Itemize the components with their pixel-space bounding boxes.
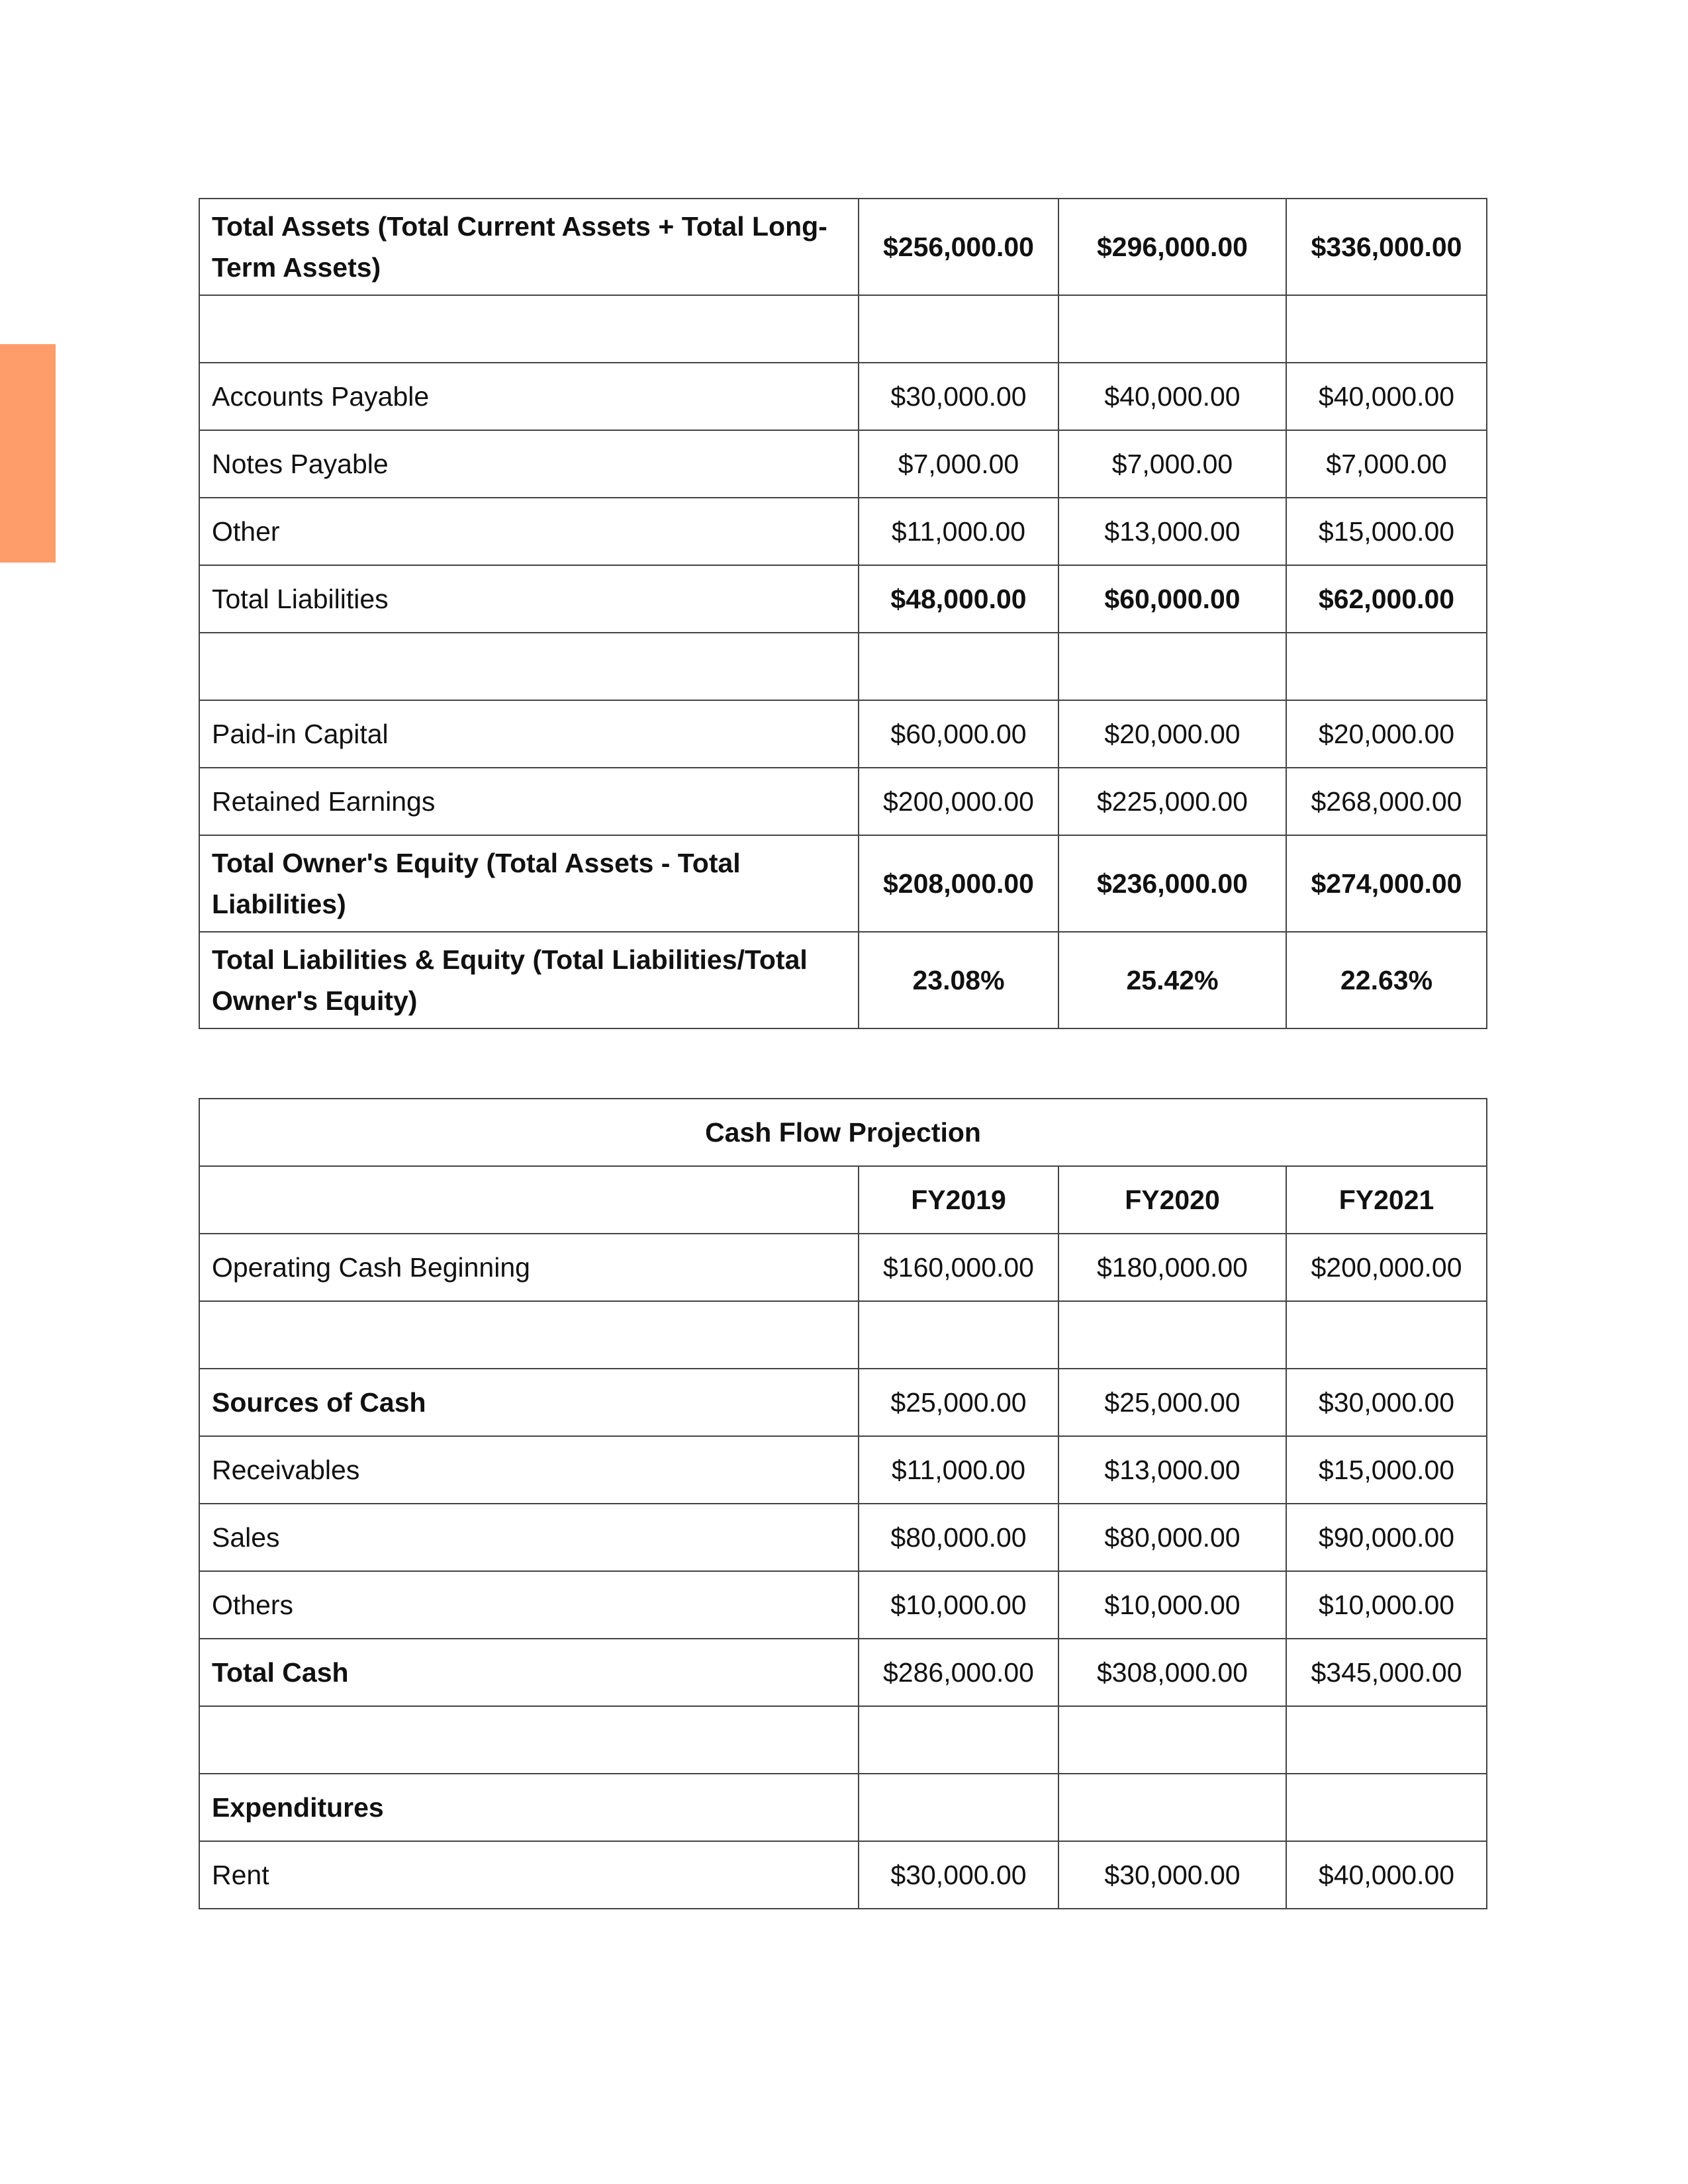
cash-flow-label: Expenditures <box>199 1774 859 1841</box>
cash-flow-value-col2: $308,000.00 <box>1058 1639 1286 1706</box>
balance-sheet-label: Total Liabilities <box>199 565 859 633</box>
cash-flow-value-col3: $15,000.00 <box>1286 1436 1487 1504</box>
side-accent-tab <box>0 344 56 563</box>
cash-flow-row <box>199 1234 1487 1301</box>
balance-sheet-label <box>199 295 859 363</box>
cash-flow-row <box>199 1774 1487 1841</box>
balance-sheet-value-col2: 25.42% <box>1058 932 1286 1028</box>
balance-sheet-row <box>199 363 1487 430</box>
balance-sheet-value-col3: $7,000.00 <box>1286 430 1487 498</box>
balance-sheet-value-col2: $13,000.00 <box>1058 498 1286 565</box>
balance-sheet-row <box>199 700 1487 768</box>
cash-flow-body <box>199 1099 1487 1909</box>
cash-flow-label: Sales <box>199 1504 859 1571</box>
balance-sheet-value-col1: $256,000.00 <box>859 199 1058 295</box>
cash-flow-value-col1: $80,000.00 <box>859 1504 1058 1571</box>
cash-flow-value-col3: $10,000.00 <box>1286 1571 1487 1639</box>
balance-sheet-value-col2: $296,000.00 <box>1058 199 1286 295</box>
balance-sheet-value-col3 <box>1286 295 1487 363</box>
balance-sheet-value-col3: 22.63% <box>1286 932 1487 1028</box>
cash-flow-label: Others <box>199 1571 859 1639</box>
cash-flow-row <box>199 1369 1487 1436</box>
balance-sheet-value-col3: $336,000.00 <box>1286 199 1487 295</box>
cash-flow-label: Total Cash <box>199 1639 859 1706</box>
cash-flow-value-col3: $40,000.00 <box>1286 1841 1487 1909</box>
balance-sheet-value-col1: $48,000.00 <box>859 565 1058 633</box>
balance-sheet-value-col1: 23.08% <box>859 932 1058 1028</box>
balance-sheet-value-col2: $60,000.00 <box>1058 565 1286 633</box>
balance-sheet-value-col1: $7,000.00 <box>859 430 1058 498</box>
cash-flow-value-col1: $286,000.00 <box>859 1639 1058 1706</box>
balance-sheet-value-col2: $7,000.00 <box>1058 430 1286 498</box>
cash-flow-value-col2: $80,000.00 <box>1058 1504 1286 1571</box>
balance-sheet-value-col2: $40,000.00 <box>1058 363 1286 430</box>
header-fy2019: FY2019 <box>859 1166 1058 1234</box>
balance-sheet-label: Notes Payable <box>199 430 859 498</box>
header-label-cell <box>199 1166 859 1234</box>
balance-sheet-label: Total Assets (Total Current Assets + Total Long-Term Assets) <box>199 199 859 295</box>
cash-flow-value-col1: $25,000.00 <box>859 1369 1058 1436</box>
balance-sheet-value-col3: $15,000.00 <box>1286 498 1487 565</box>
cash-flow-header-row <box>199 1166 1487 1234</box>
cash-flow-value-col3: $200,000.00 <box>1286 1234 1487 1301</box>
balance-sheet-row <box>199 932 1487 1028</box>
balance-sheet-label: Other <box>199 498 859 565</box>
cash-flow-label: Sources of Cash <box>199 1369 859 1436</box>
balance-sheet-value-col3: $40,000.00 <box>1286 363 1487 430</box>
balance-sheet-value-col2 <box>1058 295 1286 363</box>
balance-sheet-value-col1 <box>859 295 1058 363</box>
cash-flow-title: Cash Flow Projection <box>199 1099 1487 1166</box>
header-fy2021: FY2021 <box>1286 1166 1487 1234</box>
cash-flow-label: Rent <box>199 1841 859 1909</box>
cash-flow-row <box>199 1639 1487 1706</box>
balance-sheet-row <box>199 199 1487 295</box>
cash-flow-value-col2: $180,000.00 <box>1058 1234 1286 1301</box>
balance-sheet-value-col2: $225,000.00 <box>1058 768 1286 835</box>
cash-flow-value-col1 <box>859 1706 1058 1774</box>
cash-flow-value-col3 <box>1286 1301 1487 1369</box>
balance-sheet-value-col3: $268,000.00 <box>1286 768 1487 835</box>
cash-flow-row <box>199 1571 1487 1639</box>
balance-sheet-row <box>199 565 1487 633</box>
balance-sheet-value-col3 <box>1286 633 1487 700</box>
balance-sheet-value-col1: $60,000.00 <box>859 700 1058 768</box>
cash-flow-value-col1: $30,000.00 <box>859 1841 1058 1909</box>
balance-sheet-label: Total Owner's Equity (Total Assets - Total Liabilities) <box>199 835 859 932</box>
balance-sheet-value-col1 <box>859 633 1058 700</box>
balance-sheet-value-col1: $30,000.00 <box>859 363 1058 430</box>
cash-flow-value-col1: $10,000.00 <box>859 1571 1058 1639</box>
balance-sheet-value-col2: $236,000.00 <box>1058 835 1286 932</box>
balance-sheet-body <box>199 199 1487 1028</box>
cash-flow-row <box>199 1301 1487 1369</box>
balance-sheet-row <box>199 295 1487 363</box>
balance-sheet-row <box>199 835 1487 932</box>
balance-sheet-label: Accounts Payable <box>199 363 859 430</box>
cash-flow-value-col1: $11,000.00 <box>859 1436 1058 1504</box>
cash-flow-row <box>199 1841 1487 1909</box>
balance-sheet-row <box>199 633 1487 700</box>
balance-sheet-value-col1: $11,000.00 <box>859 498 1058 565</box>
balance-sheet-value-col3: $62,000.00 <box>1286 565 1487 633</box>
cash-flow-label <box>199 1706 859 1774</box>
balance-sheet-table <box>199 198 1487 1029</box>
cash-flow-value-col2 <box>1058 1301 1286 1369</box>
balance-sheet-row <box>199 768 1487 835</box>
cash-flow-value-col2: $25,000.00 <box>1058 1369 1286 1436</box>
cash-flow-value-col3: $90,000.00 <box>1286 1504 1487 1571</box>
balance-sheet-row <box>199 498 1487 565</box>
cash-flow-label: Receivables <box>199 1436 859 1504</box>
cash-flow-row <box>199 1436 1487 1504</box>
balance-sheet-label: Paid-in Capital <box>199 700 859 768</box>
cash-flow-title-row <box>199 1099 1487 1166</box>
balance-sheet-value-col2 <box>1058 633 1286 700</box>
balance-sheet-value-col3: $274,000.00 <box>1286 835 1487 932</box>
cash-flow-value-col2: $10,000.00 <box>1058 1571 1286 1639</box>
cash-flow-value-col2 <box>1058 1774 1286 1841</box>
balance-sheet-row <box>199 430 1487 498</box>
cash-flow-value-col2: $13,000.00 <box>1058 1436 1286 1504</box>
cash-flow-value-col3: $345,000.00 <box>1286 1639 1487 1706</box>
balance-sheet-value-col1: $200,000.00 <box>859 768 1058 835</box>
cash-flow-value-col2: $30,000.00 <box>1058 1841 1286 1909</box>
cash-flow-value-col1 <box>859 1774 1058 1841</box>
header-fy2020: FY2020 <box>1058 1166 1286 1234</box>
cash-flow-label <box>199 1301 859 1369</box>
cash-flow-row <box>199 1504 1487 1571</box>
cash-flow-label: Operating Cash Beginning <box>199 1234 859 1301</box>
cash-flow-value-col3 <box>1286 1774 1487 1841</box>
balance-sheet-label <box>199 633 859 700</box>
balance-sheet-label: Retained Earnings <box>199 768 859 835</box>
cash-flow-table <box>199 1098 1487 1909</box>
balance-sheet-value-col2: $20,000.00 <box>1058 700 1286 768</box>
balance-sheet-value-col1: $208,000.00 <box>859 835 1058 932</box>
cash-flow-row <box>199 1706 1487 1774</box>
cash-flow-value-col1: $160,000.00 <box>859 1234 1058 1301</box>
cash-flow-value-col3 <box>1286 1706 1487 1774</box>
balance-sheet-value-col3: $20,000.00 <box>1286 700 1487 768</box>
cash-flow-value-col2 <box>1058 1706 1286 1774</box>
balance-sheet-label: Total Liabilities & Equity (Total Liabilities/Total Owner's Equity) <box>199 932 859 1028</box>
cash-flow-value-col3: $30,000.00 <box>1286 1369 1487 1436</box>
cash-flow-value-col1 <box>859 1301 1058 1369</box>
